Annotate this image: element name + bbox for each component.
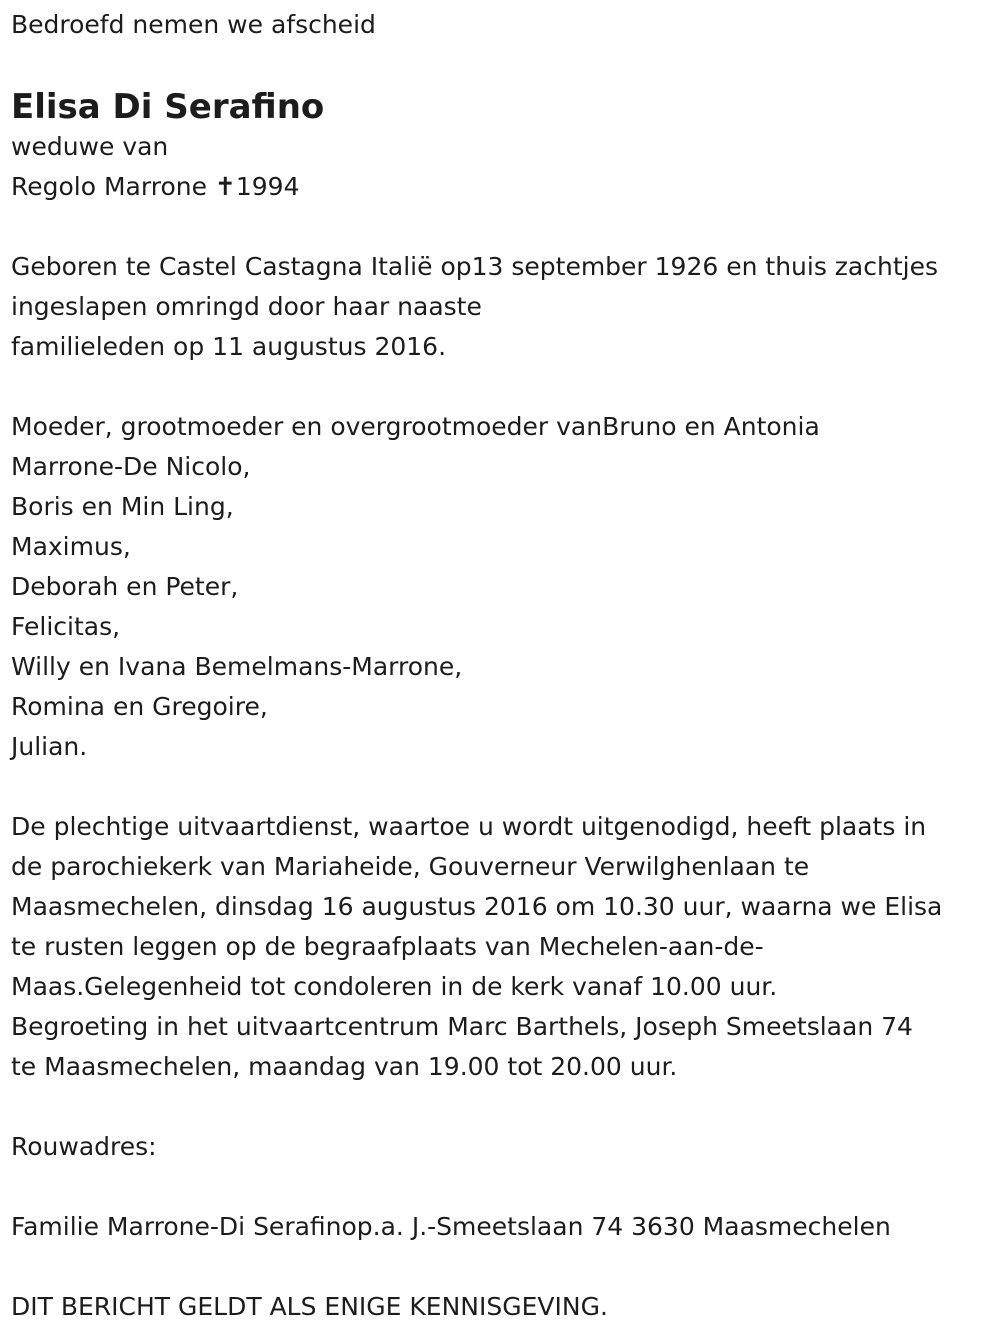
spacer bbox=[11, 1167, 996, 1207]
service-line: Maas.Gelegenheid tot condoleren in de kerk vanaf 10.00 uur. bbox=[11, 972, 778, 1001]
family-line: Felicitas, bbox=[11, 612, 121, 641]
service-line: te Maasmechelen, maandag van 19.00 tot 20.00 uur. bbox=[11, 1052, 678, 1081]
deceased-name: Elisa Di Serafino bbox=[11, 87, 325, 127]
family-line: Maximus, bbox=[11, 532, 131, 561]
family-line: Marrone-De Nicolo, bbox=[11, 452, 251, 481]
birth-death-paragraph bbox=[11, 247, 996, 367]
paragraph-line: familieleden op 11 augustus 2016. bbox=[11, 332, 447, 361]
family-line: Julian. bbox=[11, 732, 88, 761]
family-line: Willy en Ivana Bemelmans-Marrone, bbox=[11, 652, 463, 681]
notice-text: DIT BERICHT GELDT ALS ENIGE KENNISGEVING. bbox=[11, 1292, 608, 1321]
mourning-address-label: Rouwadres: bbox=[11, 1132, 157, 1161]
paragraph-line: Geboren te Castel Castagna Italië op13 september 1926 en thuis zachtjes bbox=[11, 252, 938, 281]
obituary-notice bbox=[11, 5, 996, 1327]
spouse-name: Regolo Marrone bbox=[11, 172, 207, 201]
service-line: Begroeting in het uitvaartcentrum Marc Barthels, Joseph Smeetslaan 74 bbox=[11, 1012, 913, 1041]
spacer bbox=[11, 45, 996, 87]
service-paragraph bbox=[11, 807, 996, 1087]
intro-text: Bedroefd nemen we afscheid bbox=[11, 10, 376, 39]
spacer bbox=[11, 1247, 996, 1287]
service-line: Maasmechelen, dinsdag 16 augustus 2016 om 10.30 uur, waarna we Elisa bbox=[11, 892, 943, 921]
widow-of-label: weduwe van bbox=[11, 132, 169, 161]
family-line: Deborah en Peter, bbox=[11, 572, 239, 601]
family-list bbox=[11, 407, 996, 767]
spacer bbox=[11, 207, 996, 247]
family-line: Boris en Min Ling, bbox=[11, 492, 234, 521]
spacer bbox=[11, 367, 996, 407]
spacer bbox=[11, 767, 996, 807]
mourning-address: Familie Marrone-Di Serafinop.a. J.-Smeetslaan 74 3630 Maasmechelen bbox=[11, 1212, 891, 1241]
spouse-death-year: 1994 bbox=[235, 172, 300, 201]
spacer bbox=[11, 1087, 996, 1127]
paragraph-line: ingeslapen omringd door haar naaste bbox=[11, 292, 482, 321]
service-line: de parochiekerk van Mariaheide, Gouverneur Verwilghenlaan te bbox=[11, 852, 810, 881]
spouse-line bbox=[11, 167, 996, 207]
family-line: Romina en Gregoire, bbox=[11, 692, 268, 721]
cross-icon: ✝ bbox=[214, 172, 236, 201]
service-line: De plechtige uitvaartdienst, waartoe u wordt uitgenodigd, heeft plaats in bbox=[11, 812, 927, 841]
service-line: te rusten leggen op de begraafplaats van Mechelen-aan-de- bbox=[11, 932, 764, 961]
family-line: Moeder, grootmoeder en overgrootmoeder vanBruno en Antonia bbox=[11, 412, 820, 441]
